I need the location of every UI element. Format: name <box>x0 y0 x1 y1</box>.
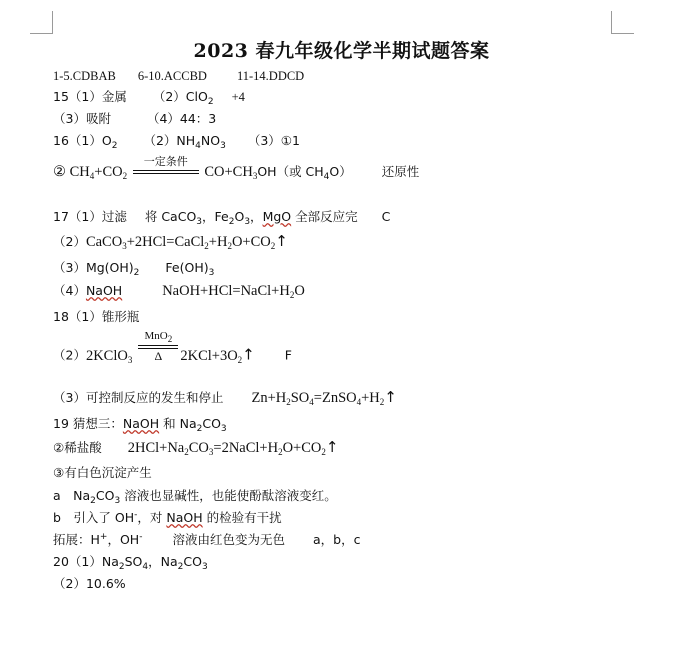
gas-arrow-icon: ↑ <box>384 388 397 406</box>
document-title: 2023 春九年级化学半期试题答案 <box>193 40 490 62</box>
q16-part1: $16(1)O_2$ <box>53 133 118 151</box>
q16-reducing: 还原性 <box>381 163 420 179</box>
answer-line-20-2: （2）10.6% <box>53 576 126 591</box>
page-corner-mark-right <box>611 11 634 34</box>
equation-zn-h2so4: （3）可控制反应的发生和停止 $Zn+H_2SO_4=ZnSO_4+H_2↑$ <box>53 388 397 407</box>
answer-line-16-1 <box>53 133 300 149</box>
answer-line-19-3: ③有白色沉淀产生 <box>53 465 152 480</box>
answer-line-extension: 拓展：H+，OH- 溶液由红色变为无色 a，b，c <box>53 532 361 547</box>
answer-line-17-4: （4）NaOH $NaOH+HCl=NaCl+H_2O$ <box>53 283 305 300</box>
page-corner-mark-left <box>30 11 53 34</box>
answer-line-choice <box>53 68 304 84</box>
answer-line-20-1: $20(1)Na_2SO_4$，$Na_2CO_3$ <box>53 554 208 572</box>
answer-line-17-3: $(3)Mg(OH)_2$ $Fe(OH)_3$ <box>53 260 215 278</box>
gas-arrow-icon: ↑ <box>242 345 255 364</box>
answers-1-5: 1-5.CDBAB <box>53 69 116 83</box>
answers-11-14: 11-14.DDCD <box>236 69 305 83</box>
naoh-spellcheck: NaOH <box>85 283 123 298</box>
mgo-spellcheck: MgO <box>262 209 292 224</box>
answer-line-19-hypothesis: 19 猜想三：NaOH 和 $Na_2CO_3$ <box>53 416 227 434</box>
answer-line-15-3 <box>53 111 216 127</box>
q15-part1: 15（1）金属 <box>53 89 127 104</box>
answer-line-15-1 <box>53 89 245 105</box>
answer-line-19-b: b 引入了 OH-，对 NaOH 的检验有干扰 <box>53 510 282 525</box>
q15-part2: （2）ClO$_2$ <box>152 89 214 107</box>
equation-caco3-hcl: $(2)CaCO_3+2HCl=CaCl_2+H_2O+CO_2↑$ <box>53 232 288 251</box>
gas-arrow-icon: ↑ <box>275 232 288 250</box>
answers-6-10: 6-10.ACCBD <box>137 69 207 83</box>
reaction-condition-catalyst: MnO$_2$ Δ <box>138 344 178 364</box>
equation-ch4-co2: ② $CH_4+CO_2$ 一定条件 $CO+CH_3OH$（或 $CH_4O$） 还原性 <box>53 155 420 182</box>
answer-line-19-a: a $Na_2CO_3$ 溶液也显碱性，也能使酚酞溶液变红。 <box>53 488 337 506</box>
answer-line-17-1: 17（1）过滤 将 CaCO$_3$，$Fe_2O_3$，MgO 全部反应完 C <box>53 209 391 227</box>
q15-valence: +4 <box>231 90 245 104</box>
q16-part3: （3）①1 <box>247 133 300 148</box>
q15-part3: （3）吸附 <box>53 111 111 126</box>
equation-hcl-na2co3: ②稀盐酸 $2HCl+Na_2CO_3=2NaCl+H_2O+CO_2↑$ <box>53 438 339 457</box>
answer-line-18-1: 18（1）锥形瓶 <box>53 309 140 324</box>
q16-part2: $(2)NH_4NO_3$ <box>143 133 226 151</box>
reaction-condition: 一定条件 <box>133 155 199 174</box>
q15-part4: （4）44：3 <box>146 111 217 126</box>
gas-arrow-icon: ↑ <box>325 438 339 456</box>
equation-kclo3: （2）2KClO$_3$ MnO$_2$ Δ $2KCl+3O_2↑$ F <box>53 330 292 365</box>
